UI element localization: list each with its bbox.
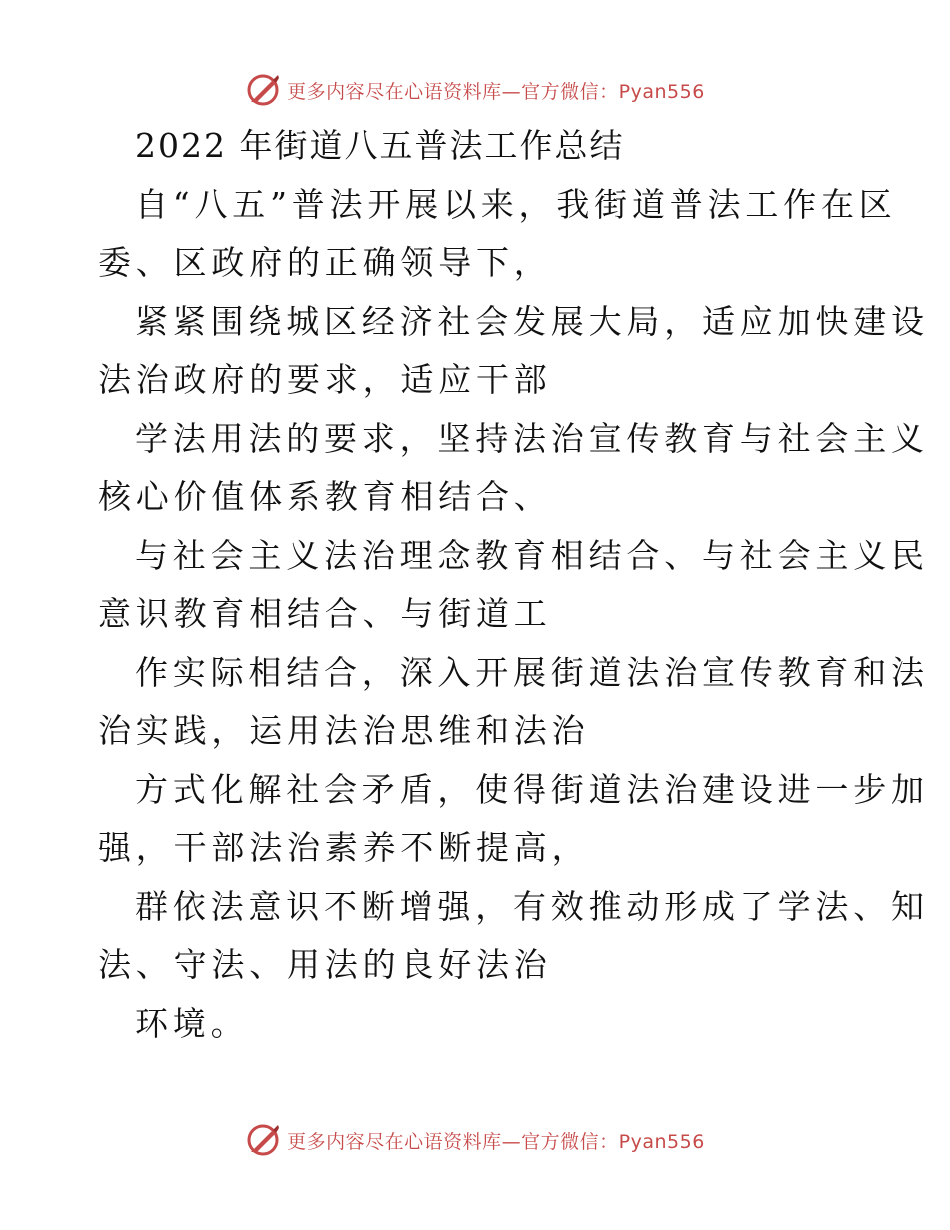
paragraph-line: 与社会主义法治理念教育相结合、与社会主义民: [135, 536, 929, 575]
watermark-text: 更多内容尽在心语资料库—官方微信：Pyan556: [287, 1130, 705, 1153]
quill-logo-icon: [245, 72, 281, 108]
document-title: 2022 年街道八五普法工作总结: [135, 126, 625, 165]
paragraph-line: 紧紧围绕城区经济社会发展大局，适应加快建设: [135, 302, 929, 341]
paragraph-line: 法治政府的要求，适应干部: [98, 360, 552, 399]
paragraph-line: 群依法意识不断增强，有效推动形成了学法、知: [135, 887, 929, 926]
paragraph-line: 法、守法、用法的良好法治: [98, 945, 552, 984]
paragraph-line: 方式化解社会矛盾，使得街道法治建设进一步加: [135, 770, 929, 809]
footer-watermark: [0, 1120, 950, 1160]
paragraph-line: 环境。: [135, 1004, 249, 1043]
paragraph-line: 自“八五”普法开展以来，我街道普法工作在区: [135, 185, 897, 224]
quill-logo-icon: [245, 1122, 281, 1158]
paragraph-line: 作实际相结合，深入开展街道法治宣传教育和法: [135, 653, 929, 692]
header-watermark: [0, 70, 950, 110]
paragraph-line: 强，干部法治素养不断提高，: [98, 828, 590, 867]
paragraph-line: 核心价值体系教育相结合、: [98, 477, 552, 516]
paragraph-line: 治实践，运用法治思维和法治: [98, 711, 590, 750]
watermark-text: 更多内容尽在心语资料库—官方微信：Pyan556: [287, 80, 705, 103]
paragraph-line: 学法用法的要求，坚持法治宣传教育与社会主义: [135, 419, 929, 458]
paragraph-line: 委、区政府的正确领导下，: [98, 243, 552, 282]
paragraph-line: 意识教育相结合、与街道工: [98, 594, 552, 633]
